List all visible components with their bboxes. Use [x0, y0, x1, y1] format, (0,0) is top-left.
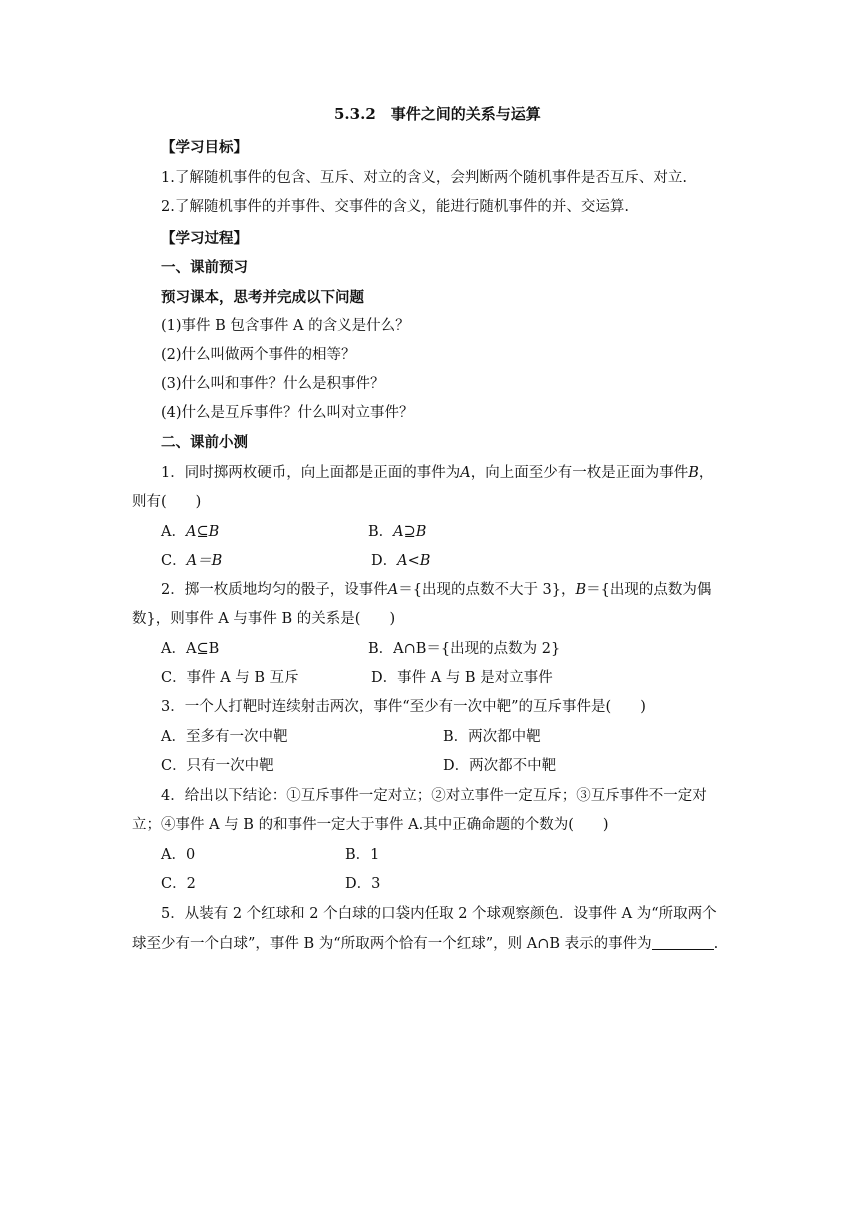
q1-option-d: D．A<B — [371, 553, 431, 569]
q1-option-a: A．A⊆B — [161, 524, 220, 540]
q4-cont: 立；④事件 A 与 B 的和事件一定大于事件 A.其中正确命题的个数为( ) — [132, 817, 609, 833]
q3-option-b: B．两次都中靶 — [443, 729, 541, 745]
goal-1: 1.了解随机事件的包含、互斥、对立的含义，会判断两个随机事件是否互斥、对立. — [161, 170, 687, 186]
q2-option-c: C．事件 A 与 B 互斥 — [161, 670, 299, 686]
q4-option-b: B．1 — [345, 847, 380, 863]
q2-text: 2．掷一枚质地均匀的骰子，设事件A＝{出现的点数不大于 3}，B＝{出现的点数为偶 — [161, 582, 712, 598]
q4-option-c: C．2 — [161, 876, 196, 892]
q4-text: 4．给出以下结论：①互斥事件一定对立；②对立事件一定互斥；③互斥事件不一定对 — [161, 788, 707, 804]
section2-title: 二、课前小测 — [161, 434, 248, 451]
q2-option-a: A．A⊆B — [161, 641, 220, 657]
q4-option-d: D．3 — [345, 876, 381, 892]
q3-option-c: C．只有一次中靶 — [161, 758, 274, 774]
q4-option-a: A．0 — [161, 847, 196, 863]
q3-text: 3．一个人打靶时连续射击两次，事件“至少有一次中靶”的互斥事件是( ) — [161, 699, 646, 715]
q3-option-a: A．至多有一次中靶 — [161, 729, 288, 745]
q1-cont: 则有( ) — [132, 494, 202, 510]
q2-option-b: B．A∩B＝{出现的点数为 2} — [368, 641, 561, 657]
q2-cont: 数}，则事件 A 与事件 B 的关系是( ) — [132, 611, 396, 627]
goal-2: 2.了解随机事件的并事件、交事件的含义，能进行随机事件的并、交运算. — [161, 199, 629, 215]
page-title: 5.3.2 事件之间的关系与运算 — [334, 105, 541, 123]
q1-option-c: C．A＝B — [161, 553, 223, 569]
q5-cont: 球至少有一个白球”，事件 B 为“所取两个恰有一个红球”，则 A∩B 表示的事件为 . — [132, 936, 719, 952]
preview-question-2: (2)什么叫做两个事件的相等？ — [161, 347, 356, 363]
preview-question-1: (1)事件 B 包含事件 A 的含义是什么？ — [161, 318, 410, 334]
q3-option-d: D．两次都不中靶 — [443, 758, 557, 774]
preview-question-3: (3)什么叫和事件？什么是积事件？ — [161, 376, 385, 392]
process-header: 【学习过程】 — [161, 230, 248, 247]
goals-header: 【学习目标】 — [161, 139, 248, 156]
section1-subtitle: 预习课本，思考并完成以下问题 — [161, 289, 364, 306]
q1-option-b: B．A⊇B — [368, 524, 427, 540]
q1-text: 1．同时掷两枚硬币，向上面都是正面的事件为A，向上面至少有一枚是正面为事件B， — [161, 465, 714, 481]
answer-blank[interactable] — [652, 935, 714, 950]
q5-text: 5．从装有 2 个红球和 2 个白球的口袋内任取 2 个球观察颜色．设事件 A 为“所取两个 — [161, 906, 717, 922]
preview-question-4: (4)什么是互斥事件？什么叫对立事件？ — [161, 405, 414, 421]
q2-option-d: D．事件 A 与 B 是对立事件 — [371, 670, 553, 686]
section1-title: 一、课前预习 — [161, 259, 248, 276]
